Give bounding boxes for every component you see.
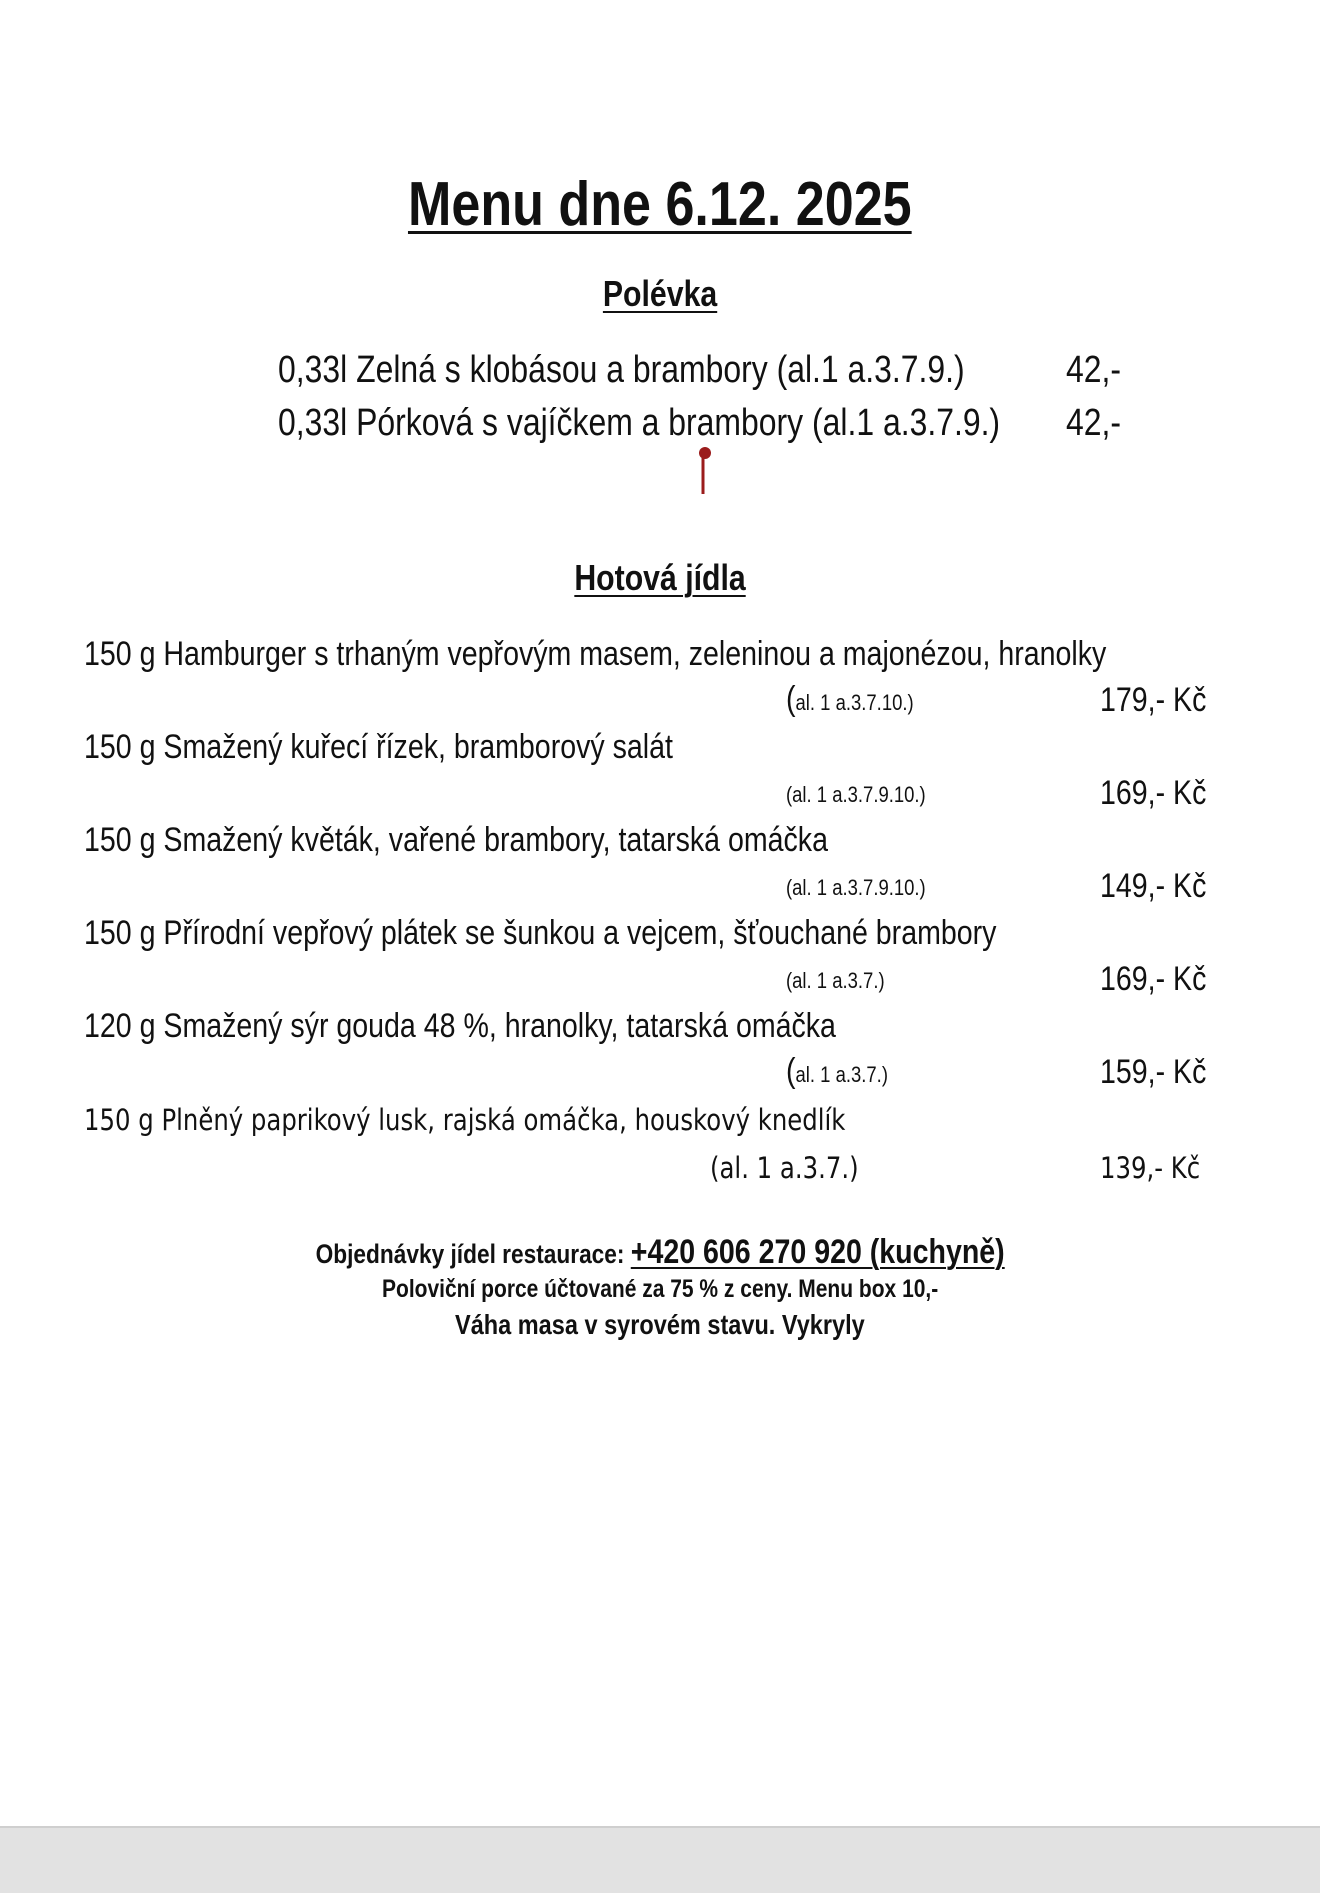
meal-item-name: 150 g Přírodní vepřový plátek se šunkou a vejcem, šťouchané brambory xyxy=(84,914,997,952)
meal-item-allergens: (al. 1 a.3.7.9.10.) xyxy=(786,782,926,807)
meal-item-allergens: (al. 1 a.3.7.9.10.) xyxy=(786,875,926,900)
soup-item-name: 0,33l Zelná s klobásou a brambory (al.1 a.3.7.9.) xyxy=(278,349,965,391)
soup-item-price: 42,- xyxy=(1066,402,1122,444)
meal-item-name: 150 g Smažený kuřecí řízek, bramborový salát xyxy=(84,728,673,766)
meal-item-price: 159,- Kč xyxy=(1100,1053,1207,1091)
viewer-bottom-bar xyxy=(0,1826,1320,1893)
half-portions-note: Poloviční porce účtované za 75 % z ceny. Menu box 10,- xyxy=(381,1275,939,1303)
meal-item-name: 120 g Smažený sýr gouda 48 %, hranolky, tatarská omáčka xyxy=(84,1007,836,1045)
soup-item-name: 0,33l Pórková s vajíčkem a brambory (al.1 a.3.7.9.) xyxy=(278,402,1001,444)
soup-heading: Polévka xyxy=(602,273,718,314)
meal-item-allergens: (al. 1 a.3.7.) xyxy=(710,1151,859,1185)
meal-item-allergens: (al. 1 a.3.7.) xyxy=(786,1052,888,1090)
pin-marker-icon xyxy=(698,446,712,496)
meal-item-name: 150 g Plněný paprikový lusk, rajská omáčka, houskový knedlík xyxy=(84,1103,846,1137)
meal-item-price: 169,- Kč xyxy=(1100,774,1207,812)
meat-weight-note: Váha masa v syrovém stavu. Vykryly xyxy=(455,1309,865,1340)
page-title: Menu dne 6.12. 2025 xyxy=(408,170,912,239)
meals-heading: Hotová jídla xyxy=(574,557,746,598)
meal-item-price: 169,- Kč xyxy=(1100,960,1207,998)
meal-item-price: 149,- Kč xyxy=(1100,867,1207,905)
meal-item-name: 150 g Smažený květák, vařené brambory, tatarská omáčka xyxy=(84,821,828,859)
meal-item-price: 179,- Kč xyxy=(1100,681,1207,719)
kitchen-phone: +420 606 270 920 (kuchyně) xyxy=(630,1233,1005,1271)
meal-item-price: 139,- Kč xyxy=(1100,1151,1201,1185)
meal-item-allergens: (al. 1 a.3.7.10.) xyxy=(786,680,914,718)
orders-note: Objednávky jídel restaurace: +420 606 270 920 (kuchyně) xyxy=(315,1233,1005,1271)
meal-item-name: 150 g Hamburger s trhaným vepřovým masem, zeleninou a majonézou, hranolky xyxy=(84,635,1107,673)
soup-item-price: 42,- xyxy=(1066,349,1122,391)
meal-item-allergens: (al. 1 a.3.7.) xyxy=(786,968,885,993)
